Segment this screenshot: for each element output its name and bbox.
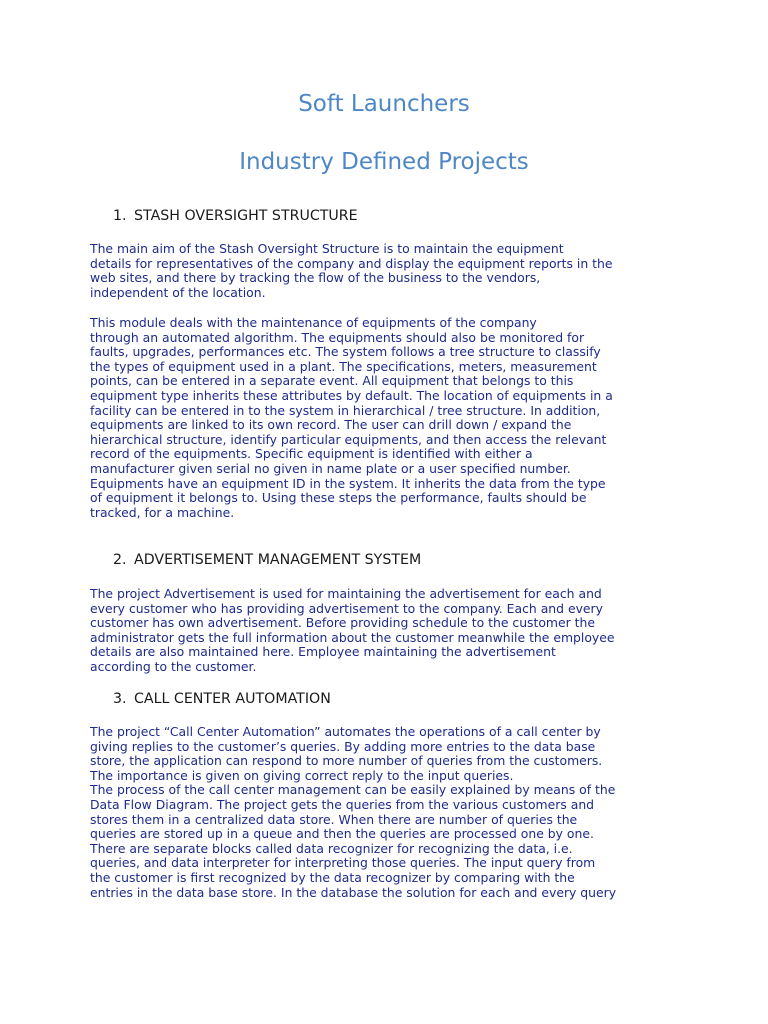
text-line: Equipments have an equipment ID in the system. It inherits the data from the type xyxy=(90,475,606,491)
document-subtitle: Industry Defined Projects xyxy=(239,149,529,175)
paragraph-stash-module xyxy=(90,316,650,520)
text-line: equipment type inherits these attributes by default. The location of equipments in a xyxy=(90,387,613,403)
section-number: 2. xyxy=(113,552,127,568)
section-number: 1. xyxy=(113,208,127,224)
text-line: queries are stored up in a queue and then the queries are processed one by one. xyxy=(90,826,594,842)
text-line: The project “Call Center Automation” automates the operations of a call center by xyxy=(90,724,601,739)
text-line: hierarchical structure, identify particular equipments, and then access the relevant xyxy=(90,431,607,447)
section-number: 3. xyxy=(113,691,127,707)
section-title: ADVERTISEMENT MANAGEMENT SYSTEM xyxy=(134,552,422,568)
text-line: facility can be entered in to the system in hierarchical / tree structure. In addition, xyxy=(90,402,601,418)
text-line: The main aim of the Stash Oversight Structure is to maintain the equipment xyxy=(90,241,564,256)
text-line: faults, upgrades, performances etc. The system follows a tree structure to classify xyxy=(90,344,601,360)
text-line: points, can be entered in a separate event. All equipment that belongs to this xyxy=(90,373,574,389)
text-line: according to the customer. xyxy=(90,658,257,674)
paragraph-advertisement xyxy=(90,587,650,675)
text-line: The project Advertisement is used for maintaining the advertisement for each and xyxy=(90,586,602,601)
text-line: This module deals with the maintenance of equipments of the company xyxy=(90,315,537,330)
text-line: store, the application can respond to more number of queries from the customers. xyxy=(90,753,603,769)
text-line: of equipment it belongs to. Using these steps the performance, faults should be xyxy=(90,490,587,506)
text-line: manufacturer given serial no given in name plate or a user specified number. xyxy=(90,460,571,476)
text-line: customer has own advertisement. Before providing schedule to the customer the xyxy=(90,615,595,631)
text-line: details for representatives of the company and display the equipment reports in the xyxy=(90,255,613,271)
text-line: details are also maintained here. Employee maintaining the advertisement xyxy=(90,644,556,660)
text-line: record of the equipments. Specific equipment is identified with either a xyxy=(90,446,533,462)
text-line: stores them in a centralized data store. When there are number of queries the xyxy=(90,811,578,827)
text-line: the types of equipment used in a plant. The specifications, meters, measurement xyxy=(90,358,597,374)
paragraph-stash-intro xyxy=(90,242,650,300)
section-heading-call-center xyxy=(113,690,331,708)
text-line: tracked, for a machine. xyxy=(90,504,235,520)
text-line: queries, and data interpreter for interpreting those queries. The input query from xyxy=(90,855,596,871)
text-line: equipments are linked to its own record. The user can drill down / expand the xyxy=(90,417,572,433)
text-line: There are separate blocks called data recognizer for recognizing the data, i.e. xyxy=(90,840,573,856)
text-line: entries in the data base store. In the database the solution for each and every query xyxy=(90,884,617,900)
section-heading-stash xyxy=(113,207,358,225)
text-line: the customer is first recognized by the data recognizer by comparing with the xyxy=(90,869,575,885)
paragraph-call-center xyxy=(90,725,650,900)
text-line: every customer who has providing advertisement to the company. Each and every xyxy=(90,600,603,616)
text-line: administrator gets the full information about the customer meanwhile the employee xyxy=(90,629,615,645)
section-title: CALL CENTER AUTOMATION xyxy=(134,691,331,707)
section-heading-advertisement xyxy=(113,551,421,569)
document-title: Soft Launchers xyxy=(298,91,470,117)
text-line: The importance is given on giving correct reply to the input queries. xyxy=(90,767,514,783)
text-line: through an automated algorithm. The equipments should also be monitored for xyxy=(90,329,585,345)
text-line: giving replies to the customer’s queries. By adding more entries to the data base xyxy=(90,738,596,754)
text-line: independent of the location. xyxy=(90,284,266,300)
text-line: Data Flow Diagram. The project gets the queries from the various customers and xyxy=(90,796,595,812)
text-line: web sites, and there by tracking the flow of the business to the vendors, xyxy=(90,270,541,286)
text-line: The process of the call center management can be easily explained by means of the xyxy=(90,782,616,798)
section-title: STASH OVERSIGHT STRUCTURE xyxy=(134,208,358,224)
